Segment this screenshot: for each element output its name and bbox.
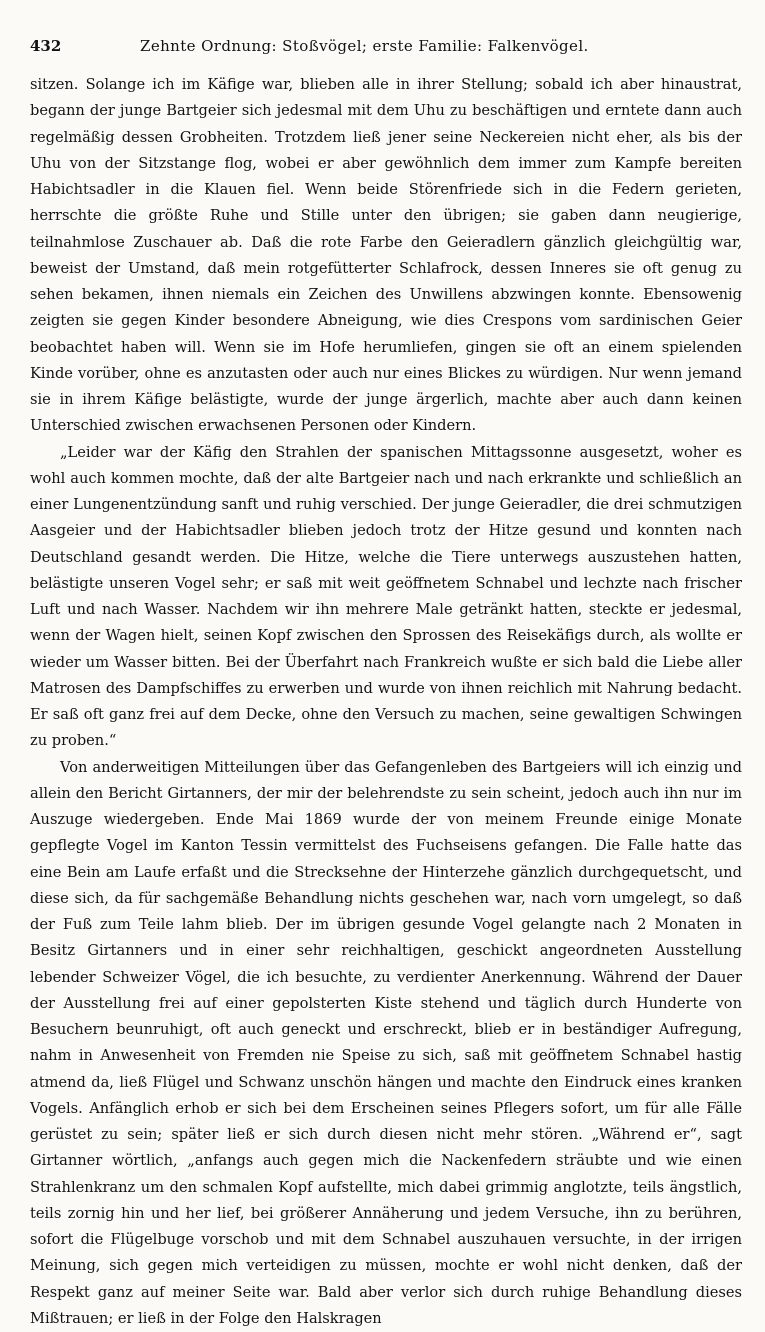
page-number: 432 — [30, 34, 61, 58]
paragraph-quote: „Leider war der Käfig den Strahlen der spanischen Mittagssonne ausgesetzt, woher es wohl auch kommen mochte, daß der alte Bartgeier nach und nach erkrankte und schließlich an einer Lungenentzündung sanft und ruhig verschied. Der junge Geieradler, die drei schmutzigen Aasgeier und der Habichtsadler blieben jedoch trotz der Hitze gesund und konnten nach Deutschland gesandt werden. Die Hitze, welche die Tiere unterwegs auszustehen hatten, belästigte unseren Vogel sehr; er saß mit weit geöffnetem Schnabel und lechzte nach frischer Luft und nach Wasser. Nachdem wir ihn mehrere Male getränkt hatten, steckte er jedesmal, wenn der Wagen hielt, seinen Kopf zwischen den Sprossen des Reisekäfigs durch, als wollte er wieder um Wasser bitten. Bei der Überfahrt nach Frankreich wußte er sich bald die Liebe aller Matrosen des Dampfschiffes zu erwerben und wurde von ihnen reichlich mit Nahrung bedacht. Er saß oft ganz frei auf dem Decke, ohne den Versuch zu machen, seine gewaltigen Schwingen zu proben.“ — [30, 440, 742, 755]
running-head: Zehnte Ordnung: Stoßvögel; erste Familie: Falkenvögel. — [140, 34, 589, 58]
page-header — [30, 34, 730, 58]
paragraph-girtanner-report: Von anderweitigen Mitteilungen über das Gefangenleben des Bartgeiers will ich einzig und allein den Bericht Girtanners, der mir der belehrendste zu sein scheint, jedoch auch ihn nur im Auszuge wiedergeben. Ende Mai 1869 wurde der von meinem Freunde einige Monate gepflegte Vogel im Kanton Tessin vermittelst des Fuchseisens gefangen. Die Falle hatte das eine Bein am Laufe erfaßt und die Strecksehne der Hinterzehe gänzlich durchgequetscht, und diese sich, da für sachgemäße Behandlung nichts geschehen war, nach vorn umgelegt, so daß der Fuß zum Teile lahm blieb. Der im übrigen gesunde Vogel gelangte nach 2 Monaten in Besitz Girtanners und in einer sehr reichhaltigen, geschickt angeordneten Ausstellung lebender Schweizer Vögel, die ich besuchte, zu verdienter Anerkennung. Während der Dauer der Ausstellung frei auf einer gepolsterten Kiste stehend und täglich durch Hunderte von Besuchern beunruhigt, oft auch geneckt und erschreckt, blieb er in beständiger Aufregung, nahm in Anwesenheit von Fremden nie Speise zu sich, saß mit geöffnetem Schnabel hastig atmend da, ließ Flügel und Schwanz unschön hängen und machte den Eindruck eines kranken Vogels. Anfänglich erhob er sich bei dem Erscheinen seines Pflegers sofort, um für alle Fälle gerüstet zu sein; später ließ er sich durch diesen nicht mehr stören. „Während er“, sagt Girtanner wörtlich, „anfangs auch gegen mich die Nackenfedern sträubte und wie einen Strahlenkranz um den schmalen Kopf aufstellte, mich dabei grimmig anglotzte, teils ängstlich, teils zornig hin und her lief, bei größerer Annäherung und jedem Versuche, ihn zu berühren, sofort die Flügelbuge vorschob und mit dem Schnabel auszuhauen versuchte, in der irrigen Meinung, sich gegen mich verteidigen zu müssen, mochte er wohl nicht denken, daß der Respekt ganz auf meiner Seite war. Bald aber verlor sich durch ruhige Behandlung dieses Mißtrauen; er ließ in der Folge den Halskragen — [30, 755, 742, 1332]
paragraph-continuation: sitzen. Solange ich im Käfige war, blieben alle in ihrer Stellung; sobald ich aber hinaustrat, begann der junge Bartgeier sich jedesmal mit dem Uhu zu beschäftigen und erntete dann auch regelmäßig dessen Grobheiten. Trotzdem ließ jener seine Neckereien nicht eher, als bis der Uhu von der Sitzstange flog, wobei er aber gewöhnlich dem immer zum Kampfe bereiten Habichtsadler in die Klauen fiel. Wenn beide Störenfriede sich in die Federn gerieten, herrschte die größte Ruhe und Stille unter den übrigen; sie gaben dann neugierige, teilnahmlose Zuschauer ab. Daß die rote Farbe den Geieradlern gänzlich gleichgültig war, beweist der Umstand, daß mein rotgefütterter Schlafrock, dessen Inneres sie oft genug zu sehen bekamen, ihnen niemals ein Zeichen des Unwillens abzwingen konnte. Ebensowenig zeigten sie gegen Kinder besondere Abneigung, wie dies Crespons vom sardinischen Geier beobachtet haben will. Wenn sie im Hofe herumliefen, gingen sie oft an einem spielenden Kinde vorüber, ohne es anzutasten oder auch nur eines Blickes zu würdigen. Nur wenn jemand sie in ihrem Käfige belästigte, wurde der junge ärgerlich, machte aber auch dann keinen Unterschied zwischen erwachsenen Personen oder Kindern. — [30, 72, 742, 440]
body-text — [30, 72, 742, 1332]
